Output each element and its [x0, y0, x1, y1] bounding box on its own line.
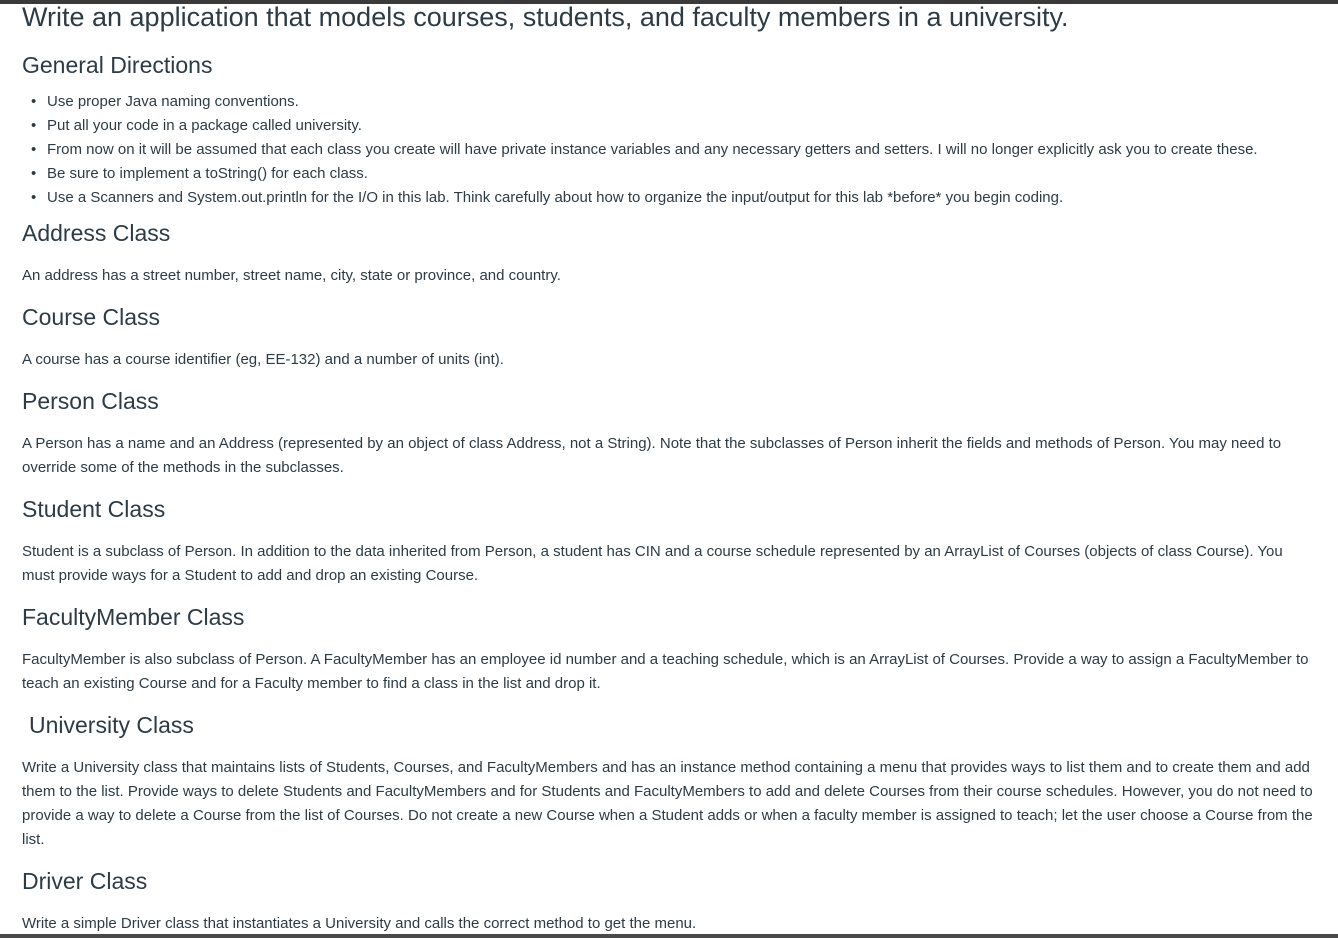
list-item: • Be sure to implement a toString() for each class. — [22, 162, 1258, 186]
list-item: • Put all your code in a package called university. — [22, 114, 1258, 138]
general-directions-list — [22, 90, 1258, 210]
faculty-member-class-text: FacultyMember is also subclass of Person. A FacultyMember has an employee id number and a teaching schedule, which is an ArrayList of Courses. Provide a way to assign a FacultyMember to teach an existing Course and for a Faculty member to find a class in the list and drop it. — [22, 651, 1309, 692]
bottom-edge-bar — [0, 934, 1338, 938]
driver-class-text: Write a simple Driver class that instantiates a University and calls the correct method to get the menu. — [22, 915, 697, 932]
address-class-heading: Address Class — [22, 220, 171, 246]
student-class-text: Student is a subclass of Person. In addition to the data inherited from Person, a student has CIN and a course schedule represented by an ArrayList of Courses (objects of class Course). You must provide ways for a Student to add and drop an existing Course. — [22, 543, 1283, 584]
driver-class-heading: Driver Class — [22, 868, 148, 894]
list-item: • Use proper Java naming conventions. — [22, 90, 1258, 114]
student-class-heading: Student Class — [22, 496, 166, 522]
course-class-text: A course has a course identifier (eg, EE-132) and a number of units (int). — [22, 351, 504, 368]
university-class-heading: University Class — [29, 712, 194, 738]
course-class-heading: Course Class — [22, 304, 161, 330]
general-directions-heading: General Directions — [22, 52, 213, 78]
list-item: • Use a Scanners and System.out.println for the I/O in this lab. Think carefully about how to organize the input/output for this lab *before* you begin coding. — [22, 186, 1258, 210]
university-class-text: Write a University class that maintains lists of Students, Courses, and FacultyMembers and has an instance method containing a menu that provides ways to list them and to create them and add them to the list. Provide ways to delete Students and FacultyMembers and for Students and FacultyMembers to add and delete Courses from their course schedules. However, you do not need to provide a way to delete a Course from the list of Courses. Do not create a new Course when a Student adds or when a faculty member is assigned to teach; let the user choose a Course from the list. — [22, 759, 1313, 848]
address-class-text: An address has a street number, street name, city, state or province, and country. — [22, 267, 561, 284]
person-class-heading: Person Class — [22, 388, 159, 414]
faculty-member-class-heading: FacultyMember Class — [22, 604, 245, 630]
page-title: Write an application that models courses, students, and faculty members in a university. — [22, 2, 1069, 32]
person-class-text: A Person has a name and an Address (represented by an object of class Address, not a String). Note that the subclasses of Person inherit the fields and methods of Person. You may need to override some of the methods in the subclasses. — [22, 435, 1282, 476]
list-item: • From now on it will be assumed that each class you create will have private instance variables and any necessary getters and setters. I will no longer explicitly ask you to create these. — [22, 138, 1258, 162]
